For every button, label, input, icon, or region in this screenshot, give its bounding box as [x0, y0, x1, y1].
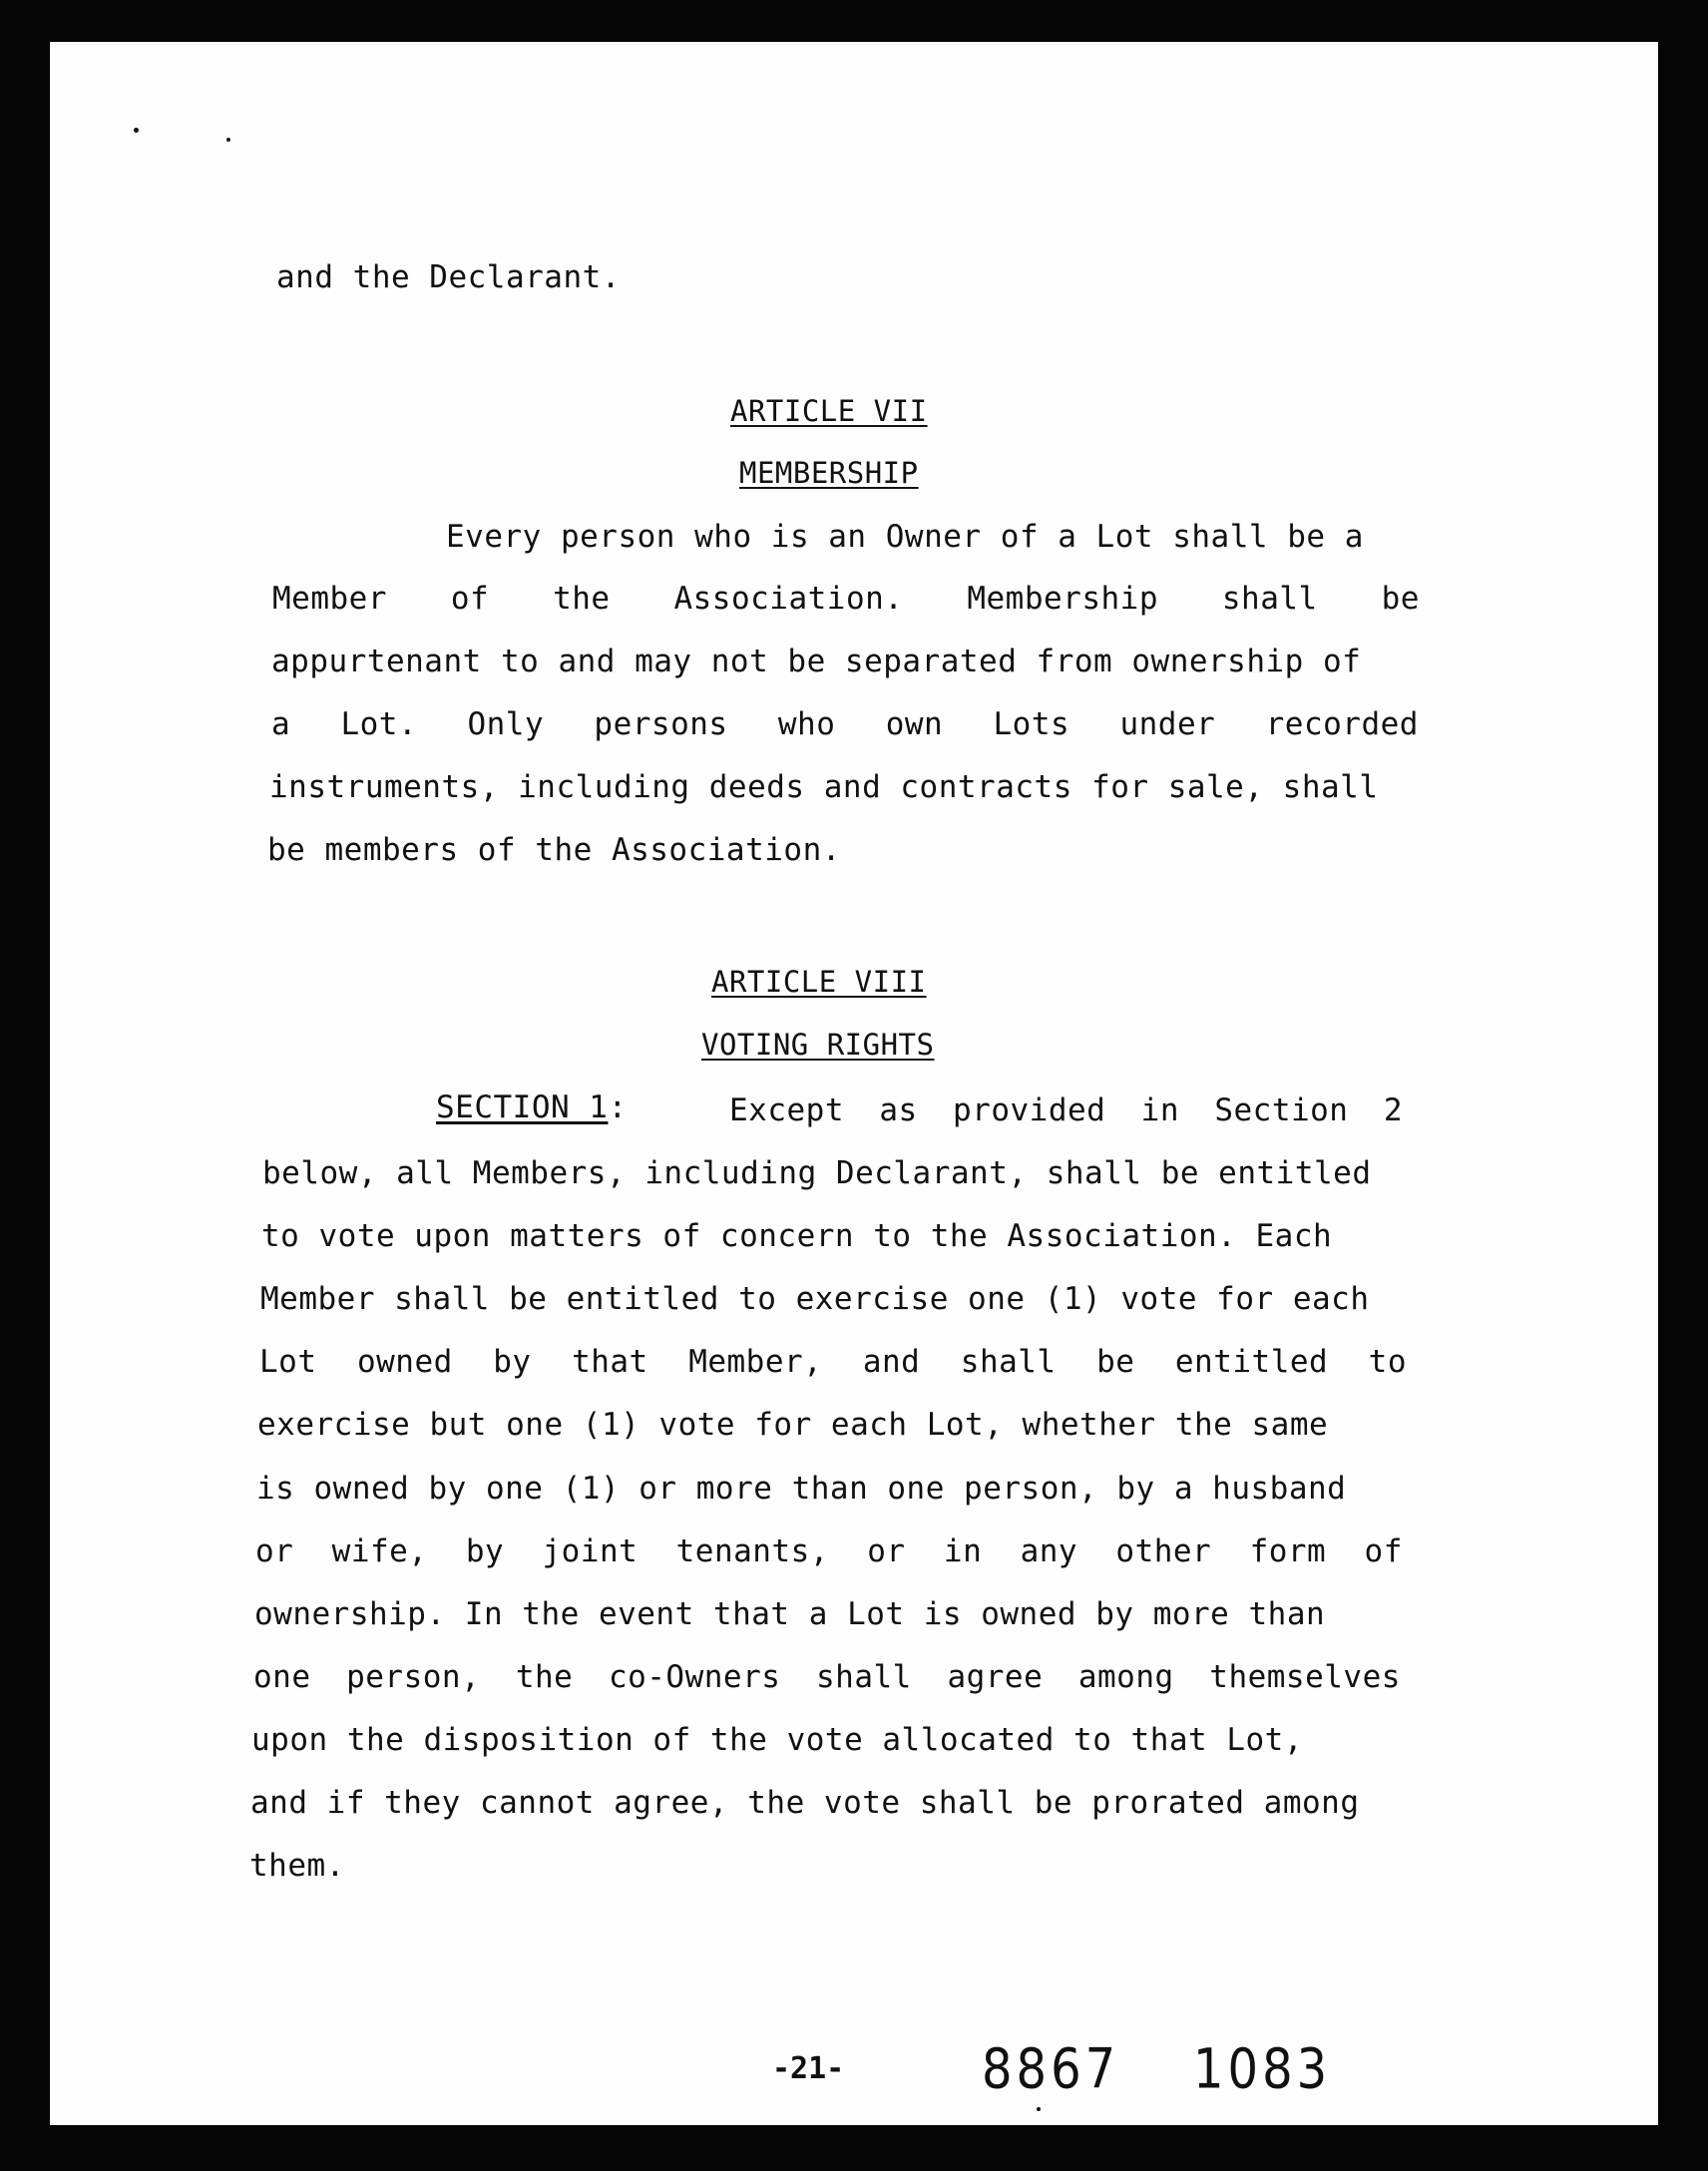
- opening-line: and the Declarant.: [276, 259, 621, 295]
- membership-line-6: be members of the Association.: [267, 832, 841, 868]
- page-number: -21-: [772, 2051, 845, 2086]
- voting-line-13: them.: [249, 1848, 345, 1884]
- membership-line-1: Every person who is an Owner of a Lot shall be a: [446, 519, 1364, 555]
- voting-first-line: Except as provided in Section 2: [729, 1092, 1403, 1128]
- voting-line-5: Lot owned by that Member, and shall be entitled to: [259, 1344, 1407, 1380]
- scan-speck: [226, 138, 230, 142]
- article-viii-subtitle: VOTING RIGHTS: [701, 1028, 935, 1062]
- voting-line-8: or wife, by joint tenants, or in any other form of: [255, 1533, 1403, 1569]
- voting-line-4: Member shall be entitled to exercise one (1) vote for each: [260, 1281, 1370, 1317]
- article-vii-subtitle: MEMBERSHIP: [739, 456, 919, 490]
- voting-line-6: exercise but one (1) vote for each Lot, whether the same: [257, 1407, 1329, 1443]
- document-page: [50, 42, 1658, 2125]
- membership-line-2: Member of the Association. Membership shall be: [272, 581, 1420, 617]
- voting-line-10: one person, the co-Owners shall agree among themselves: [253, 1659, 1401, 1695]
- scan-speck: [1037, 2107, 1041, 2111]
- article-viii-title: ARTICLE VIII: [711, 965, 927, 999]
- voting-line-2: below, all Members, including Declarant, shall be entitled: [262, 1155, 1372, 1191]
- voting-line-12: and if they cannot agree, the vote shall be prorated among: [250, 1785, 1360, 1821]
- document-stamp-left: 8867: [982, 2036, 1120, 2102]
- voting-line-9: ownership. In the event that a Lot is owned by more than: [254, 1596, 1326, 1632]
- voting-line-3: to vote upon matters of concern to the Association. Each: [261, 1218, 1333, 1254]
- article-vii-title: ARTICLE VII: [730, 394, 928, 428]
- section-1-label-line: SECTION 1:: [436, 1089, 628, 1125]
- voting-line-7: is owned by one (1) or more than one person, by a husband: [256, 1471, 1347, 1507]
- document-stamp-right: 1083: [1193, 2036, 1332, 2102]
- voting-line-11: upon the disposition of the vote allocated to that Lot,: [251, 1722, 1303, 1758]
- membership-line-4: a Lot. Only persons who own Lots under recorded: [271, 706, 1419, 742]
- section-1-label: SECTION 1: [436, 1089, 609, 1125]
- membership-line-3: appurtenant to and may not be separated from ownership of: [271, 644, 1362, 679]
- membership-line-5: instruments, including deeds and contracts for sale, shall: [269, 769, 1379, 805]
- scan-speck: [134, 128, 139, 133]
